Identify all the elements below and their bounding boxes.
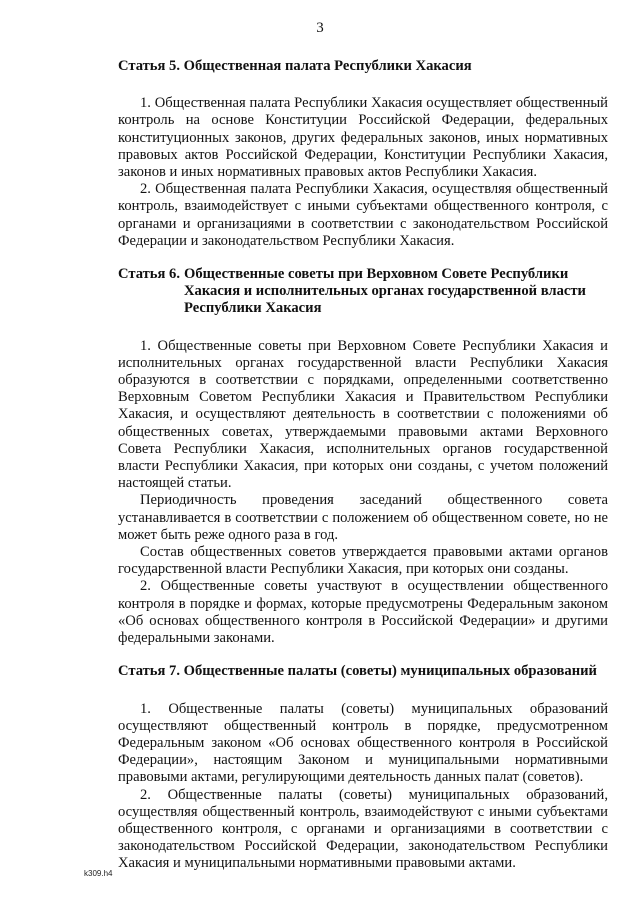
article-7-heading bbox=[118, 663, 608, 680]
document-body bbox=[118, 58, 608, 873]
footer-document-code: k309.h4 bbox=[84, 869, 113, 878]
article-6-title: Общественные советы при Верховном Совете Республики Хакасия и исполнительных органах государственной власти Республики Хакасия bbox=[184, 266, 586, 317]
article-5-paragraph-2: 2. Общественная палата Республики Хакасия, осуществляя общественный контроль, взаимодействует с иными субъектами общественного контроля, с органами и организациями в соответствии с законодательством Российской Федерации и законодательством Республики Хакасия. bbox=[118, 181, 608, 249]
article-7-paragraph-2: 2. Общественные палаты (советы) муниципальных образований, осуществляя общественный контроль, взаимодействуют с иными субъектами общественного контроля, с органами и организациями в соответствии с законодательством Российской Федерации, законодательством Республики Хакасия и муниципальными нормативными правовыми актами. bbox=[118, 786, 608, 872]
article-7-label: Статья 7. bbox=[118, 663, 180, 680]
article-6-paragraph-2: Периодичность проведения заседаний общественного совета устанавливается в соответствии с положением об общественном совете, но не может быть реже одного раза в год. bbox=[118, 492, 608, 543]
article-7 bbox=[118, 663, 608, 872]
article-6-label: Статья 6. bbox=[118, 266, 180, 283]
article-5-title: Общественная палата Республики Хакасия bbox=[183, 58, 472, 74]
page-number: 3 bbox=[316, 20, 324, 36]
article-5-label: Статья 5. bbox=[118, 58, 180, 74]
article-6-paragraph-1: 1. Общественные советы при Верховном Совете Республики Хакасия и исполнительных органах государственной власти Республики Хакасия образуются в соответствии с порядками, определенными соответственно Верховным Советом Республики Хакасия и Правительством Республики Хакасия, и осуществляют деятельность в соответствии с положениями об общественных советах, утверждаемыми правовыми актами Верховного Совета Республики Хакасия, исполнительных органов государственной власти Республики Хакасия, при которых они созданы, с учетом положений настоящей статьи. bbox=[118, 337, 608, 492]
article-6 bbox=[118, 266, 608, 647]
article-6-paragraph-4: 2. Общественные советы участвуют в осуществлении общественного контроля в порядке и формах, которые предусмотрены Федеральным законом «Об основах общественного контроля в Российской Федерации» и другими федеральными законами. bbox=[118, 578, 608, 647]
article-6-heading bbox=[118, 266, 608, 318]
article-5-paragraph-1: 1. Общественная палата Республики Хакасия осуществляет общественный контроль на основе Конституции Российской Федерации, федеральных конституционных законов, других федеральных законов, иных нормативных правовых актов Российской Федерации, Конституции Республики Хакасия, законов и иных нормативных правовых актов Республики Хакасия. bbox=[118, 95, 608, 181]
article-7-title: Общественные палаты (советы) муниципальных образований bbox=[183, 663, 597, 680]
article-5 bbox=[118, 58, 608, 250]
article-5-heading bbox=[118, 58, 608, 75]
article-7-paragraph-1: 1. Общественные палаты (советы) муниципальных образований осуществляют общественный контроль в порядке, предусмотренном Федеральным законом «Об основах общественного контроля в Российской Федерации», настоящим Законом и муниципальными нормативными правовыми актами, регулирующими деятельность данных палат (советов). bbox=[118, 700, 608, 786]
article-6-paragraph-3: Состав общественных советов утверждается правовыми актами органов государственной власти Республики Хакасия, при которых они созданы. bbox=[118, 544, 608, 578]
